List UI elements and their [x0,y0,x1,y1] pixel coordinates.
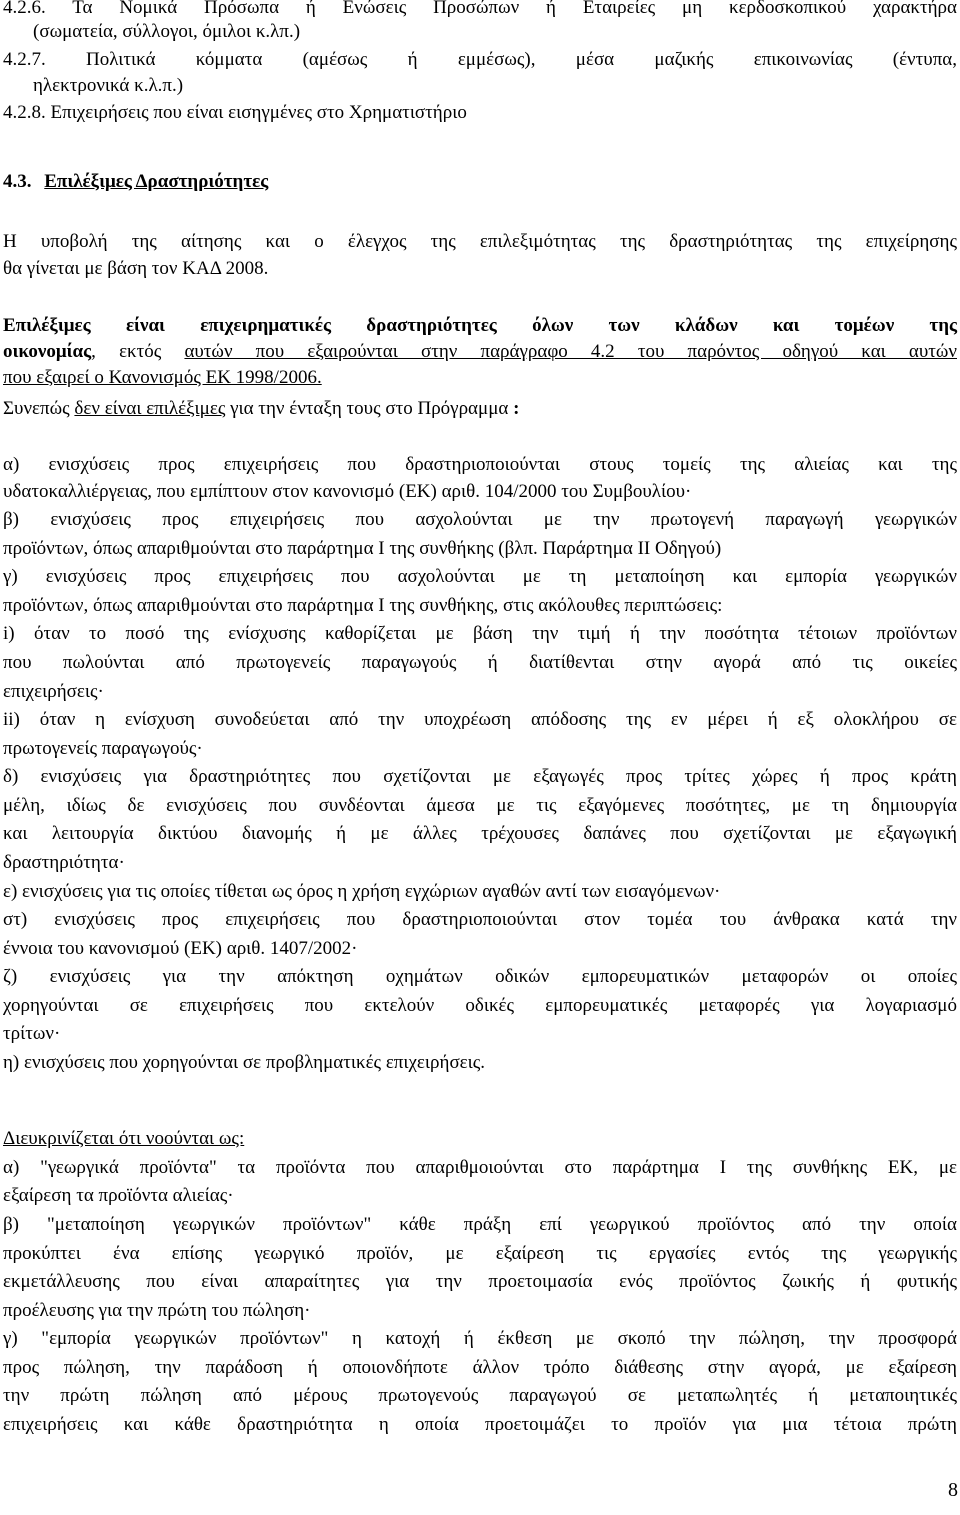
clarification-line: β) "μεταποίηση γεωργικών προϊόντων" κάθε πράξη επί γεωργικού προϊόντος από την οποία [3,1214,957,1235]
section-title: Επιλέξιμες Δραστηριότητες [44,171,269,192]
eligible-line3 [3,366,957,390]
exclusion-line: μέλη, ιδίως δε ενισχύσεις που συνδέονται άμεσα με τις εξαγόμενες ποσότητες, με τη δημιουργία [3,795,957,816]
exclusion-line: στ) ενισχύσεις προς επιχειρήσεις που δραστηριοποιούνται στον τομέα του άνθρακα κατά την [3,909,957,930]
section-heading [3,170,957,194]
eligible-exclusions-ref: αυτών που εξαιρούνται στην παράγραφο 4.2 του παρόντος οδηγού και αυτών [184,341,957,362]
exclusion-line: ii) όταν η ενίσχυση συνοδεύεται από την υποχρέωση απόδοσης της εν μέρει ή εξ ολοκλήρου σε [3,709,957,730]
exclusion-line: γ) ενισχύσεις προς επιχειρήσεις που ασχολούνται με τη μεταποίηση και εμπορία γεωργικών [3,566,957,587]
exclusion-line: τρίτων· [3,1023,61,1044]
exclusion-line: δραστηριότητα· [3,852,125,873]
clarification-line: εξαίρεση τα προϊόντα αλιείας· [3,1185,234,1206]
section-number: 4.3. [3,171,32,192]
list-item-4-2-8: 4.2.8. Επιχειρήσεις που είναι εισηγμένες στο Χρηματιστήριο [3,102,467,123]
list-item-4-2-6-line1: 4.2.6. Τα Νομικά Πρόσωπα ή Ενώσεις Προσώπων ή Εταιρείες μη κερδοσκοπικού χαρακτήρα [3,0,957,18]
exclusion-line: η) ενισχύσεις που χορηγούνται σε προβληματικές επιχειρήσεις. [3,1052,486,1073]
exclusion-line: και λειτουργία δικτύου διανομής ή με άλλες τρέχουσες δαπάνες που σχετίζονται με εξαγωγική [3,823,957,844]
clarification-line: γ) "εμπορία γεωργικών προϊόντων" η κατοχή ή έκθεση με σκοπό την πώληση, την προσφορά [3,1328,957,1349]
clarification-line: προς πώληση, την παράδοση ή οποιονδήποτε άλλον τρόπο διάθεσης στην αγορά, με εξαίρεση [3,1357,957,1378]
exclusion-line: i) όταν το ποσό της ενίσχυσης καθορίζεται με βάση την τιμή ή την ποσότητα τέτοιων προϊόντων [3,623,957,644]
not-eligible-colon: : [513,398,520,419]
exclusion-line: προϊόντων, όπως απαριθμούνται στο παράρτημα Ι της συνθήκης (βλπ. Παράρτημα ΙΙ Οδηγού) [3,538,722,559]
exclusion-line: επιχειρήσεις· [3,681,104,702]
clarification-line: την πρώτη πώληση από μέρους πρωτογενούς παραγωγού σε μεταπωλητές ή μεταποιητικές [3,1385,957,1406]
list-item-4-2-6-line2: (σωματεία, σύλλογοι, όμιλοι κ.λπ.) [33,21,301,42]
clarification-line: εκμετάλλευσης που είναι απαραίτητες για την προετοιμασία ενός προϊόντος ζωικής ή φυτικής [3,1271,957,1292]
exclusion-line: υδατοκαλλιέργειας, που εμπίπτουν στον κανονισμό (ΕΚ) αριθ. 104/2000 του Συμβουλίου· [3,481,692,502]
exclusion-line: α) ενισχύσεις προς επιχειρήσεις που δραστηριοποιούνται στους τομείς της αλιείας και της [3,454,957,475]
intro-line2: θα γίνεται με βάση τον ΚΑΔ 2008. [3,258,269,279]
eligible-economy: οικονομίας [3,341,92,362]
eligible-line1: Επιλέξιμες είναι επιχειρηματικές δραστηριότητες όλων των κλάδων και τομέων της [3,315,957,336]
exclusion-line: β) ενισχύσεις προς επιχειρήσεις που ασχολούνται με την πρωτογενή παραγωγή γεωργικών [3,509,957,530]
exclusion-line: δ) ενισχύσεις για δραστηριότητες που σχετίζονται με εξαγωγές προς τρίτες χώρες ή προς κράτη [3,766,957,787]
exclusion-line: πρωτογενείς παραγωγούς· [3,738,203,759]
clarification-heading [3,1127,957,1151]
page-number: 8 [948,1479,958,1501]
eligible-line2 [3,340,957,364]
not-eligible-prefix: Συνεπώς [3,398,75,419]
clarification-heading-text: Διευκρινίζεται ότι νοούνται ως: [3,1128,245,1149]
intro-line1: Η υποβολή της αίτησης και ο έλεγχος της επιλεξιμότητας της δραστηριότητας της επιχείρησης [3,231,957,252]
list-item-4-2-7-line1: 4.2.7. Πολιτικά κόμματα (αμέσως ή εμμέσως), μέσα μαζικής επικοινωνίας (έντυπα, [3,49,957,70]
exclusion-line: προϊόντων, όπως απαριθμούνται στο παράρτημα Ι της συνθήκης, στις ακόλουθες περιπτώσεις: [3,595,723,616]
not-eligible-line [3,397,957,421]
exclusion-line: χορηγούνται σε επιχειρήσεις που εκτελούν οδικές εμπορευματικές μεταφορές για λογαριασμό [3,995,957,1016]
clarification-line: α) "γεωργικά προϊόντα" τα προϊόντα που απαριθμοιούνται στο παράρτημα Ι της συνθήκης ΕΚ, με [3,1157,957,1178]
clarification-line: επιχειρήσεις και κάθε δραστηριότητα η οποία προετοιμάζει το προϊόν για μια τέτοια πρώτη [3,1414,957,1435]
eligible-regulation-ref: που εξαιρεί ο Κανονισμός ΕΚ 1998/2006. [3,367,322,388]
exclusion-line: ε) ενισχύσεις για τις οποίες τίθεται ως όρος η χρήση εγχώριων αγαθών αντί των εισαγόμενων· [3,881,721,902]
exclusion-line: έννοια του κανονισμού (ΕΚ) αριθ. 1407/2002· [3,938,358,959]
eligible-except: , εκτός [91,341,185,362]
exclusion-line: ζ) ενισχύσεις για την απόκτηση οχημάτων οδικών εμπορευματικών μεταφορών οι οποίες [3,966,957,987]
exclusion-line: που πωλούνται από πρωτογενείς παραγωγούς ή διατίθενται στην αγορά από τις οικείες [3,652,957,673]
list-item-4-2-7-line2: ηλεκτρονικά κ.λ.π.) [33,75,184,96]
clarification-line: προκύπτει ένα επίσης γεωργικό προϊόν, με εξαίρεση τις εργασίες εντός της γεωργικής [3,1243,957,1264]
not-eligible-text: για την ένταξη τους στο Πρόγραμμα [225,398,514,419]
clarification-line: προέλευσης για την πρώτη του πώληση· [3,1300,311,1321]
not-eligible-emphasis: δεν είναι επιλέξιμες [74,398,226,419]
